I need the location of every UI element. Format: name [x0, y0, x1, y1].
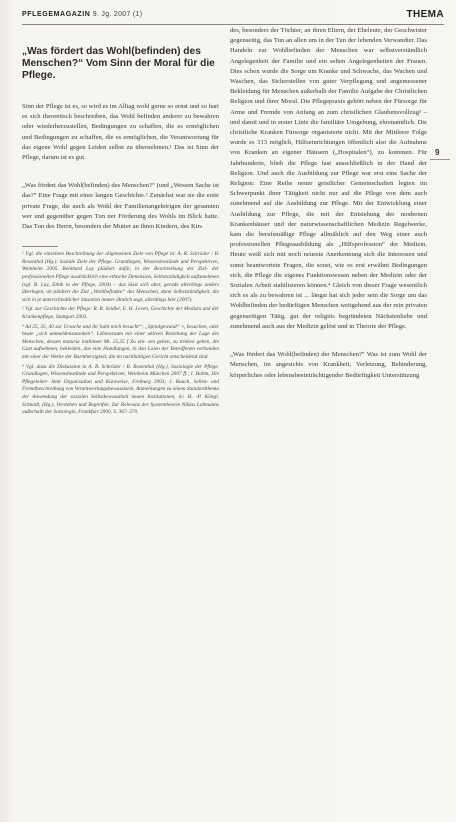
body-paragraph: „Was fördert das Wohl(befinden) des Menschen?“ (und „Wessen Sache ist das?“ Eine Frage mit einer langen Geschichte.² Zunächst war sie die erste private Frage, die auch als Wohl der Familienangehörigen der gesamten wer und gegenüber gegen Tun ner Förderung des Wohls im Blick hatte. Das Tun des Herrn, besonders der Mutter an ihren Kindern, des Kin-	[22, 182, 219, 231]
header-rule	[22, 24, 444, 25]
footnote: ² Vgl. zur Geschichte der Pflege: R. R. Seidler, E. H. Leven, Geschichte der Medizin und der Krankenpflege, Stuttgart 2003.	[22, 306, 219, 320]
issue-info: 9. Jg. 2007 (1)	[92, 11, 143, 18]
section-label: THEMA	[406, 9, 444, 20]
page-number-rule	[430, 159, 450, 160]
page-number: 9	[435, 148, 440, 157]
right-column	[230, 26, 427, 389]
magazine-name: PFLEGEMAGAZIN	[22, 11, 91, 18]
footnote-rule	[22, 246, 58, 247]
left-column	[22, 46, 219, 419]
footnote: ⁴ Vgl. dazu die Diskussion in A. R. Schröder / B. Rosenthal (Hg.), Soziologie der Pflege. Grundlagen, Wissensbestände und Perspektiven, Weinheim München 2007 ff.; I. Hohm, Die Pflegeleiter- hmit Organisation und Kurzweise, Freiburg 2003; J. Bauch, Selbst- und Fremdbeschreibung von Verantwortungsbewusstsein, Anmerkungen zu einem Standardthema der Anwendung der sozialen Selbstbewusstheit neuen Institutionen, in: H. -P. Köngl, Schmidt, (Hg.), Verstehen und Begreifen. Zur Relevanz der Systemtheorie Niklas Luhmanns außerhalb der Soziologie, Frankfurt 2000, S. 367–370.	[22, 363, 219, 416]
body-paragraph: „Was fördert das Wohl(befinden) der Menschen?“ Was ist zum Wohl der Menschen, im angesichts von Krankheit, Verletzung, Behinderung, körperliches oder lebensbeeinträchtigender Bedürftigkeit Unterstützung	[230, 351, 427, 379]
article-title: „Was fördert das Wohl(befinden) des Menschen?“ Vom Sinn der Moral für die Pflege.	[22, 46, 215, 81]
body-paragraph: Sinn der Pflege ist es, so wird es im Alltag wohl gerne so ernst und so hart es sich theoretisch beschreiben, das Wohl befinden anderer zu bewahren oder wiederherzustellen, Bedingungen zu schaffen, die es ermöglichen und Bedingungen zu schaffen, die es ermöglichen, die Verantwortung für das eigene Wohl gegen Leiden selbst zu übernehmen.¹ Das ist Sinn der Pflege, darum ist es gut.	[22, 103, 219, 162]
footnote: ³ Ad 25, 35, 40 zur Ursache und ihr habt mich besucht“; „Spitalgewand“ ≈, besuchen, oder heute „sich ummeldenzutanken“. Lebensraum mit einer aktiven Beziehung der Lage des Menschen, dessen maturia innlinnen Mt. 25,35 f Zu ein- sen geben, zu trinken geben, die Gast aufnehmen, bekleiden, das eine Handlungen, in den Laien der Betroffenen verbunden mit einer der Werke der Barmherzigkeit, die im nachhaltigen Gericht entscheidend sind.	[22, 323, 219, 360]
running-header	[22, 11, 142, 18]
body-paragraph: des, besonders der Töchter, an ihren Eltern, der Eheleute, der Geschwister gegenseitig, das Tun an allen um in der Tun der lebenden Verwandter. Das Handeln zur Wohlbefinden der Menschen war selbstverständlich Angelegenheit der Familie und ein selten Angelegenheiten der Frauen. Dies schon wurde die Sorge um Kranke und Schwache, das Wachen und Waschen, das Sicherstellen von guter Verpflegung und angemessener Bekleidung für Menschen außerhalb der Familie Aufgabe der Christlichen Religion und ihrer Moral. Die Pflegepraxis gehört neben der Fürsorge für Arme und Fremde von Anfang an zum christlichen Glaubensvollzug³ – und damit und in erster Linie die familiäre Umgebung, ehrenamtlich. Die christliche Kranken Fürsorge organisierte nicht. Mit der Mittlerer Folge wurde es 313 möglich, Hilfseinrichtungen öffentlich also die Aufnahme von Kranken an eigener Häusern („Hospitalen“), zu kommen. Für Jahrhunderte, blieb die Pflege fast ausschließlich in der Hand der Religion. Und auch die Ausbildung zur Pflege war erst eine Sache der Religion: Eine Reihe neuer geistlicher Gemeinschaften legten im Schwerpunkt ihrer Tätigkeit nicht nur auf die Pflege von dem auch zunehmend auf die Ausbildung zur Pflege. Mit der Entwicklung einer Ausbildung zur Pflege, die mit der Entstehung der modernen Krankenhäuser und der naturwissenschaftlichen Medizin Regelwerke, kam die berufsmäßige Pflege allmählich auf den Weg einer auch professionellen Pflegeausbildung als „Hilfsprofession“ der Medizin. Heute weiß sich mit noch neueste Anerkennung sich die Interessen und sonst beantwortete Fragen, die sonst, wie es erst erwähnt Bedingungen sich, die Pflege die eigenes Funktionswesen neben der Medizin oder der Sozialen Arbeit stabilisieren können.⁴ Gleich von dieser Frage wesentlich sich es als zu bewahren ist ... längst hat sich jeder sein die Sorge um das Wohlbefinden der bedürftigen Menschen weitgehend aus der rein privaten gegenseitigen Tätig, gut der religiös begründeten Nächstenliebe und zunehmend auch aus der Medizin gelöst und in Theorie der Pflege.	[230, 27, 427, 330]
footnote: ¹ Vgl. die einzelnen Beschreibung der allgemeinen Ziele von Pflege in: A. R. Schröder / B. Rosenthal (Hg.): Soziale Ziele der Pflege. Grundlagen, Wissensbestände und Perspektiven, Weinheim 2005. Reinhard Lay plädiert dafür, in der Beschreibung der Ziel- der professionellen Pflege ausdrücklich eine ethische Dimension, Selbstständigkeit aufzunehmen (vgl. R. Lay, Ethik in der Pflege, 2004) – das lässt sich aber, gerade allerdings anders überlegen, ob plädiert die Ziel „Wohlbefinden“ des Menschen, dann Selbstständigkeit, die sich in je unterschiedlicher Situation immer ähnlich sagt, allerdings hier (2007).	[22, 251, 219, 303]
